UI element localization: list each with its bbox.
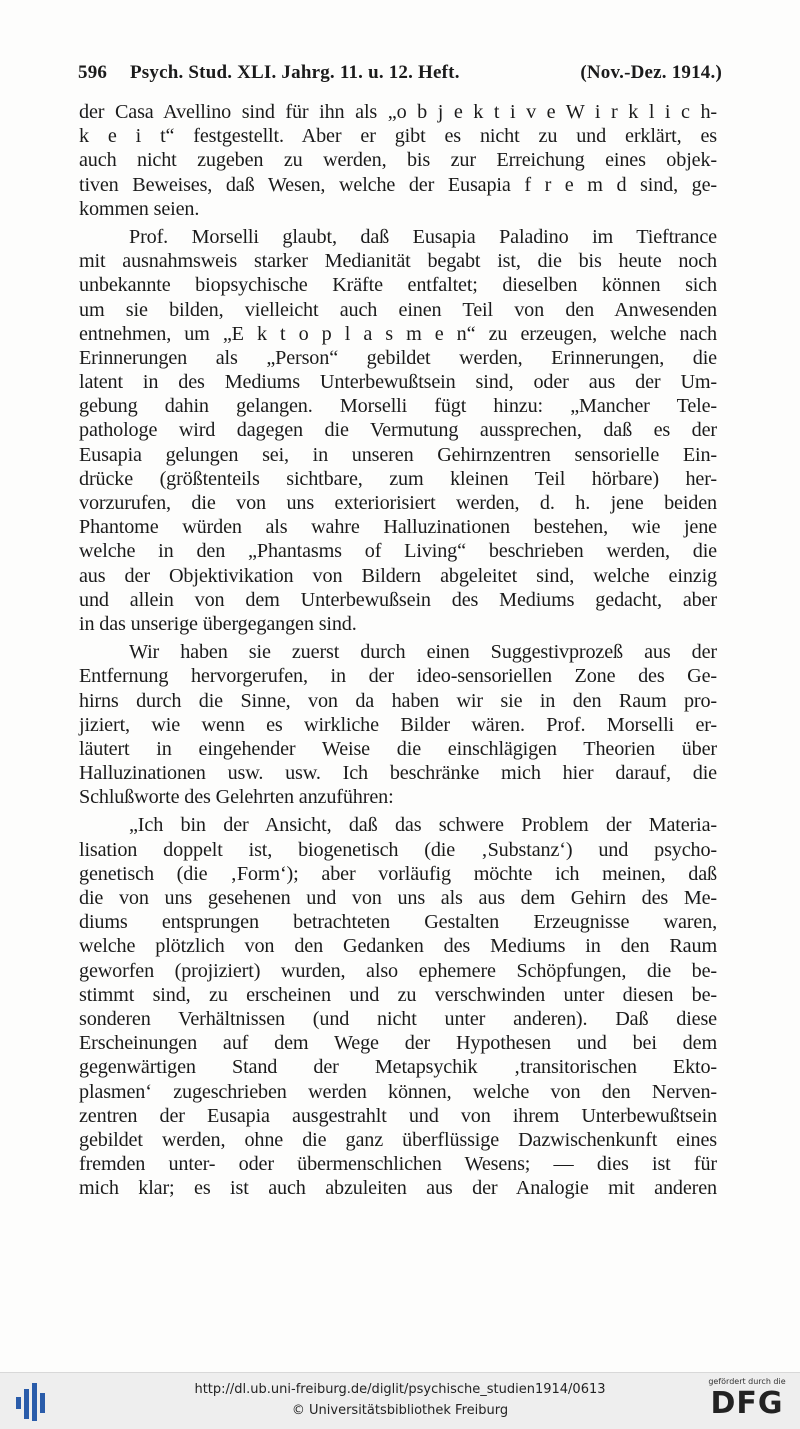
text-line: plasmen‘ zugeschrieben werden können, welche von den Nerven-	[79, 1080, 717, 1103]
running-title: Psych. Stud. XLI. Jahrg. 11. u. 12. Heft.	[130, 62, 460, 83]
text-line: in das unserige übergegangen sind.	[79, 612, 357, 635]
dfg-wordmark: DFG	[710, 1386, 784, 1421]
text-line: welche plötzlich von den Gedanken des Mediums in den Raum	[79, 935, 717, 958]
text-line: Erinnerungen als „Person“ gebildet werden, Erinnerungen, die	[79, 346, 717, 369]
text-line: aus der Objektivikation von Bildern abgeleitet sind, welche einzig	[79, 564, 717, 587]
paragraph	[79, 813, 717, 1200]
text-line: mit ausnahmsweis starker Medianität begabt ist, die bis heute noch	[79, 250, 717, 273]
ub-freiburg-logo-icon	[14, 1383, 54, 1421]
text-line: Eusapia gelungen sei, in unseren Gehirnzentren sensorielle Ein-	[79, 443, 717, 466]
text-line: „Ich bin der Ansicht, daß das schwere Problem der Materia-	[129, 814, 717, 837]
text-line: auch nicht zugeben zu werden, bis zur Erreichung eines objek-	[79, 149, 717, 172]
text-line: läutert in eingehender Weise die einschlägigen Theorien über	[79, 737, 717, 760]
dfg-logo	[704, 1377, 790, 1425]
paragraph	[79, 225, 717, 636]
text-line: zentren der Eusapia ausgestrahlt und von ihrem Unterbewußtsein	[79, 1104, 717, 1127]
text-line: gegenwärtigen Stand der Metapsychik ‚transitorischen Ekto-	[79, 1056, 717, 1079]
text-line: Wir haben sie zuerst durch einen Suggestivprozeß aus der	[129, 641, 717, 664]
text-line: Prof. Morselli glaubt, daß Eusapia Paladino im Tieftrance	[129, 225, 717, 248]
running-header	[78, 62, 722, 88]
text-line: die von uns gesehenen und von uns als aus dem Gehirn des Me-	[79, 887, 717, 909]
text-line: lisation doppelt ist, biogenetisch (die ‚Substanz‘) und psycho-	[79, 838, 717, 861]
text-line: diums entsprungen betrachteten Gestalten Erzeugnisse waren,	[79, 911, 717, 934]
source-url-link[interactable]: http://dl.ub.uni-freiburg.de/diglit/psychische_studien1914/0613	[194, 1382, 606, 1397]
text-line: gebung dahin gelangen. Morselli fügt hinzu: „Mancher Tele-	[79, 395, 717, 418]
text-line: geworfen (projiziert) wurden, also ephemere Schöpfungen, die be-	[79, 959, 717, 982]
text-line: der Casa Avellino sind für ihn als „o b j e k t i v e W i r k l i c h-	[79, 101, 717, 123]
issue-date: (Nov.-Dez. 1914.)	[580, 62, 722, 83]
text-line: latent in des Mediums Unterbewußtsein sind, oder aus der Um-	[79, 371, 717, 394]
text-line: gebildet werden, ohne die ganz überflüssige Dazwischenkunft eines	[79, 1128, 717, 1151]
text-line: entnehmen, um „E k t o p l a s m e n“ zu erzeugen, welche nach	[79, 322, 717, 345]
text-line: welche in den „Phantasms of Living“ beschrieben werden, die	[79, 540, 717, 563]
text-line: k e i t“ festgestellt. Aber er gibt es nicht zu und erklärt, es	[79, 125, 717, 148]
paragraph	[79, 100, 717, 221]
text-line: vorzurufen, die von uns exteriorisiert werden, d. h. jene beiden	[79, 492, 717, 514]
text-line: sonderen Verhältnissen (und nicht unter anderen). Daß diese	[79, 1007, 717, 1030]
text-line: Erscheinungen auf dem Wege der Hypothesen und bei dem	[79, 1032, 717, 1055]
text-line: genetisch (die ‚Form‘); aber vorläufig möchte ich meinen, daß	[79, 862, 717, 885]
text-line: fremden unter- oder übermenschlichen Wesens; — dies ist für	[79, 1153, 717, 1176]
text-line: Halluzinationen usw. usw. Ich beschränke mich hier darauf, die	[79, 762, 717, 785]
text-line: tiven Beweises, daß Wesen, welche der Eusapia f r e m d sind, ge-	[79, 173, 717, 196]
text-line: Schlußworte des Gelehrten anzuführen:	[79, 786, 394, 809]
text-line: stimmt sind, zu erscheinen und zu verschwinden unter diesen be-	[79, 983, 717, 1006]
viewer-footer	[0, 1372, 800, 1429]
text-line: hirns durch die Sinne, von da haben wir sie in den Raum pro-	[79, 689, 717, 712]
text-line: Phantome würden als wahre Halluzinationen bestehen, wie jene	[79, 516, 717, 539]
page-number: 596	[78, 62, 108, 83]
text-line: und allein von dem Unterbewußsein des Mediums gedacht, aber	[79, 588, 717, 611]
dfg-tagline: gefördert durch die	[708, 1377, 786, 1386]
text-line: kommen seien.	[79, 197, 200, 220]
paragraph	[79, 640, 717, 809]
text-line: jiziert, wie wenn es wirkliche Bilder wären. Prof. Morselli er-	[79, 713, 717, 736]
text-line: pathologe wird dagegen die Vermutung aussprechen, daß es der	[79, 419, 717, 442]
text-line: unbekannte biopsychische Kräfte entfaltet; dieselben können sich	[79, 274, 717, 297]
text-line: um sie bilden, vielleicht auch einen Teil von den Anwesenden	[79, 298, 717, 321]
body-text	[79, 100, 717, 1204]
text-line: Entfernung hervorgerufen, in der ideo-sensoriellen Zone des Ge-	[79, 665, 717, 688]
copyright-notice: © Universitätsbibliothek Freiburg	[291, 1403, 509, 1418]
text-line: mich klar; es ist auch abzuleiten aus der Analogie mit anderen	[79, 1177, 717, 1200]
text-line: drücke (größtenteils sichtbare, zum kleinen Teil hörbare) her-	[79, 467, 717, 490]
footer-citation	[150, 1379, 650, 1421]
